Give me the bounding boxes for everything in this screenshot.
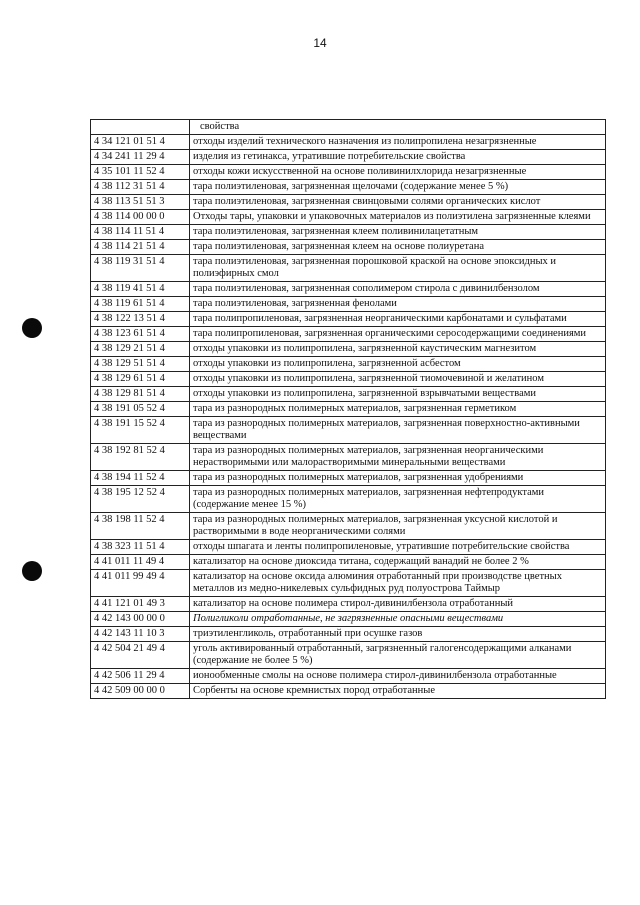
waste-description-cell: триэтиленгликоль, отработанный при осушке газов: [190, 627, 606, 642]
waste-code-table: [90, 119, 606, 699]
waste-description-cell: тара полиэтиленовая, загрязненная щелочами (содержание менее 5 %): [190, 180, 606, 195]
waste-description-cell: тара из разнородных полимерных материалов, загрязненная герметиком: [190, 402, 606, 417]
waste-description-cell: тара полиэтиленовая, загрязненная клеем на основе полиуретана: [190, 240, 606, 255]
waste-code-cell: 4 38 129 61 51 4: [91, 372, 190, 387]
waste-code-cell: 4 38 112 31 51 4: [91, 180, 190, 195]
waste-code-cell: 4 38 129 21 51 4: [91, 342, 190, 357]
waste-description-cell: катализатор на основе полимера стирол-дивинилбензола отработанный: [190, 597, 606, 612]
table-row: [91, 135, 606, 150]
table-row: [91, 240, 606, 255]
table-row: [91, 597, 606, 612]
table-row: [91, 210, 606, 225]
waste-code-cell: 4 38 194 11 52 4: [91, 471, 190, 486]
waste-description-cell: катализатор на основе диоксида титана, содержащий ванадий не более 2 %: [190, 555, 606, 570]
table-row: [91, 312, 606, 327]
waste-description-cell: свойства: [190, 120, 606, 135]
table-row: [91, 486, 606, 513]
waste-description-cell: тара из разнородных полимерных материалов, загрязненная удобрениями: [190, 471, 606, 486]
waste-code-cell: 4 42 506 11 29 4: [91, 669, 190, 684]
waste-code-cell: 4 42 509 00 00 0: [91, 684, 190, 699]
table-row: [91, 165, 606, 180]
waste-code-cell: 4 41 011 99 49 4: [91, 570, 190, 597]
waste-description-cell: отходы шпагата и ленты полипропиленовые, утратившие потребительские свойства: [190, 540, 606, 555]
table-row: [91, 372, 606, 387]
table-row: [91, 297, 606, 312]
table-row: [91, 282, 606, 297]
waste-code-cell: [91, 120, 190, 135]
table-row: [91, 255, 606, 282]
waste-description-cell: Отходы тары, упаковки и упаковочных материалов из полиэтилена загрязненные клеями: [190, 210, 606, 225]
table-row: [91, 540, 606, 555]
waste-code-cell: 4 42 143 11 10 3: [91, 627, 190, 642]
waste-description-cell: отходы кожи искусственной на основе поливинилхлорида незагрязненные: [190, 165, 606, 180]
waste-description-cell: отходы упаковки из полипропилена, загрязненной асбестом: [190, 357, 606, 372]
waste-code-cell: 4 38 119 31 51 4: [91, 255, 190, 282]
waste-code-cell: 4 38 192 81 52 4: [91, 444, 190, 471]
waste-description-cell: тара из разнородных полимерных материалов, загрязненная нефтепродуктами (содержание менее 15 %): [190, 486, 606, 513]
waste-code-cell: 4 38 114 00 00 0: [91, 210, 190, 225]
table-row: [91, 357, 606, 372]
waste-code-cell: 4 38 198 11 52 4: [91, 513, 190, 540]
waste-code-cell: 4 38 323 11 51 4: [91, 540, 190, 555]
waste-description-cell: тара полиэтиленовая, загрязненная клеем поливинилацетатным: [190, 225, 606, 240]
waste-code-cell: 4 38 191 05 52 4: [91, 402, 190, 417]
table-row: [91, 180, 606, 195]
page-number: 14: [313, 36, 327, 50]
waste-description-cell: тара полиэтиленовая, загрязненная сополимером стирола с дивинилбензолом: [190, 282, 606, 297]
waste-description-cell: тара из разнородных полимерных материалов, загрязненная неорганическими нерастворимыми или малорастворимыми минеральными веществами: [190, 444, 606, 471]
waste-code-cell: 4 41 121 01 49 3: [91, 597, 190, 612]
waste-code-cell: 4 34 241 11 29 4: [91, 150, 190, 165]
waste-code-cell: 4 38 123 61 51 4: [91, 327, 190, 342]
table-row: [91, 327, 606, 342]
waste-code-cell: 4 38 129 51 51 4: [91, 357, 190, 372]
waste-code-cell: 4 38 122 13 51 4: [91, 312, 190, 327]
table-row: [91, 195, 606, 210]
waste-description-cell: катализатор на основе оксида алюминия отработанный при производстве цветных металлов из медно-никелевых сульфидных руд полуострова Таймыр: [190, 570, 606, 597]
table-row: [91, 555, 606, 570]
waste-code-cell: 4 38 195 12 52 4: [91, 486, 190, 513]
waste-code-cell: 4 42 143 00 00 0: [91, 612, 190, 627]
waste-code-cell: 4 42 504 21 49 4: [91, 642, 190, 669]
punch-hole: [22, 318, 42, 338]
waste-code-cell: 4 38 191 15 52 4: [91, 417, 190, 444]
waste-code-cell: 4 34 121 01 51 4: [91, 135, 190, 150]
table-body: [91, 120, 606, 699]
waste-code-cell: 4 41 011 11 49 4: [91, 555, 190, 570]
table-row: [91, 417, 606, 444]
table-row: [91, 444, 606, 471]
waste-description-cell: отходы упаковки из полипропилена, загрязненной каустическим магнезитом: [190, 342, 606, 357]
waste-description-cell: отходы изделий технического назначения из полипропилена незагрязненные: [190, 135, 606, 150]
table-row: [91, 612, 606, 627]
table-row: [91, 120, 606, 135]
table-row: [91, 225, 606, 240]
table-row: [91, 402, 606, 417]
waste-description-cell: отходы упаковки из полипропилена, загрязненной тиомочевиной и желатином: [190, 372, 606, 387]
waste-description-cell: тара полиэтиленовая, загрязненная свинцовыми солями органических кислот: [190, 195, 606, 210]
table-row: [91, 342, 606, 357]
waste-description-cell: Полигликоли отработанные, не загрязненные опасными веществами: [190, 612, 606, 627]
waste-code-cell: 4 38 119 41 51 4: [91, 282, 190, 297]
table-row: [91, 150, 606, 165]
waste-description-cell: тара из разнородных полимерных материалов, загрязненная поверхностно-активными веществами: [190, 417, 606, 444]
waste-description-cell: тара полипропиленовая, загрязненная органическими серосодержащими соединениями: [190, 327, 606, 342]
waste-description-cell: уголь активированный отработанный, загрязненный галогенсодержащими алканами (содержание не более 5 %): [190, 642, 606, 669]
waste-code-cell: 4 38 113 51 51 3: [91, 195, 190, 210]
table-row: [91, 669, 606, 684]
punch-hole: [22, 561, 42, 581]
table-row: [91, 471, 606, 486]
waste-description-cell: тара полиэтиленовая, загрязненная порошковой краской на основе эпоксидных и полиэфирных смол: [190, 255, 606, 282]
table-row: [91, 513, 606, 540]
waste-code-cell: 4 38 114 21 51 4: [91, 240, 190, 255]
waste-description-cell: тара полипропиленовая, загрязненная неорганическими карбонатами и сульфатами: [190, 312, 606, 327]
waste-description-cell: тара полиэтиленовая, загрязненная фенолами: [190, 297, 606, 312]
waste-code-cell: 4 38 119 61 51 4: [91, 297, 190, 312]
waste-description-cell: отходы упаковки из полипропилена, загрязненной взрывчатыми веществами: [190, 387, 606, 402]
waste-description-cell: ионообменные смолы на основе полимера стирол-дивинилбензола отработанные: [190, 669, 606, 684]
table-row: [91, 387, 606, 402]
waste-code-cell: 4 35 101 11 52 4: [91, 165, 190, 180]
table-row: [91, 684, 606, 699]
table-row: [91, 642, 606, 669]
waste-description-cell: изделия из гетинакса, утратившие потребительские свойства: [190, 150, 606, 165]
waste-description-cell: Сорбенты на основе кремнистых пород отработанные: [190, 684, 606, 699]
table-row: [91, 627, 606, 642]
waste-code-cell: 4 38 129 81 51 4: [91, 387, 190, 402]
table-row: [91, 570, 606, 597]
waste-description-cell: тара из разнородных полимерных материалов, загрязненная уксусной кислотой и растворимыми в воде неорганическими солями: [190, 513, 606, 540]
waste-code-cell: 4 38 114 11 51 4: [91, 225, 190, 240]
